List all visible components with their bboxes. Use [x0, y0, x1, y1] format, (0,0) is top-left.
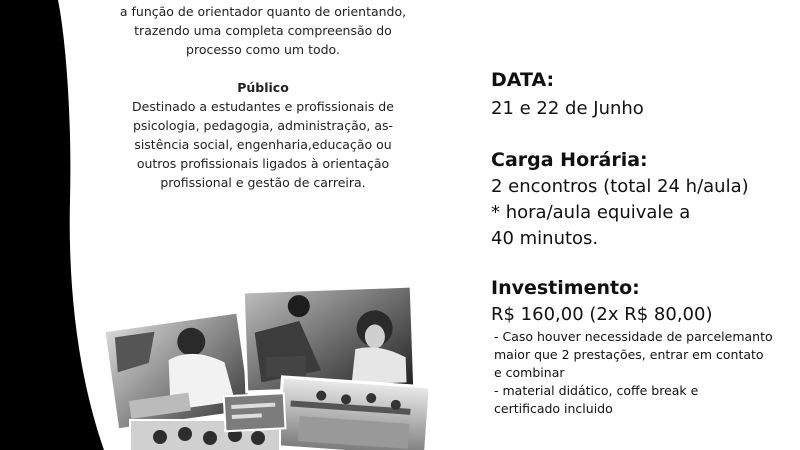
investimento-note-3: e combinar	[494, 365, 565, 380]
carga-line-3: 40 minutos.	[491, 228, 599, 249]
right-info-column	[491, 68, 796, 418]
investimento-note-5: certificado incluido	[494, 401, 613, 416]
investimento-note-1: - Caso houver necessidade de parcelemanto	[494, 329, 773, 344]
data-value: 21 e 22 de Junho	[491, 98, 644, 119]
photo-group-session	[243, 286, 414, 392]
publico-line-5: profissional e gestão de carreira.	[160, 175, 366, 190]
intro-line-1: a função de orientador quanto de orientando,	[119, 4, 407, 19]
publico-line-1: Destinado a estudantes e profissionais de	[132, 99, 394, 114]
investimento-value: R$ 160,00 (2x R$ 80,00)	[491, 304, 713, 325]
intro-line-3: processo como um todo.	[186, 42, 340, 57]
investimento-heading: Investimento:	[491, 277, 640, 299]
investimento-note-4: - material didático, coffe break e	[494, 383, 699, 398]
carga-line-1: 2 encontros (total 24 h/aula)	[491, 176, 749, 197]
carga-line-2: * hora/aula equivale a	[491, 202, 691, 223]
intro-line-2: trazendo uma completa compreensão do	[134, 23, 392, 38]
investimento-note-2: maior que 2 prestações, entrar em contato	[494, 347, 764, 362]
publico-line-2: psicologia, pedagogia, administração, as-	[132, 118, 394, 133]
photo-classroom	[278, 377, 431, 450]
publico-line-3: sistência social, engenharia,educação ou	[134, 137, 392, 152]
data-heading: DATA:	[491, 69, 555, 91]
publico-line-4: outros profissionais ligados à orientação	[136, 156, 390, 171]
publico-heading: Público	[237, 80, 289, 95]
carga-heading: Carga Horária:	[491, 149, 648, 171]
photo-small-detail	[224, 393, 286, 431]
